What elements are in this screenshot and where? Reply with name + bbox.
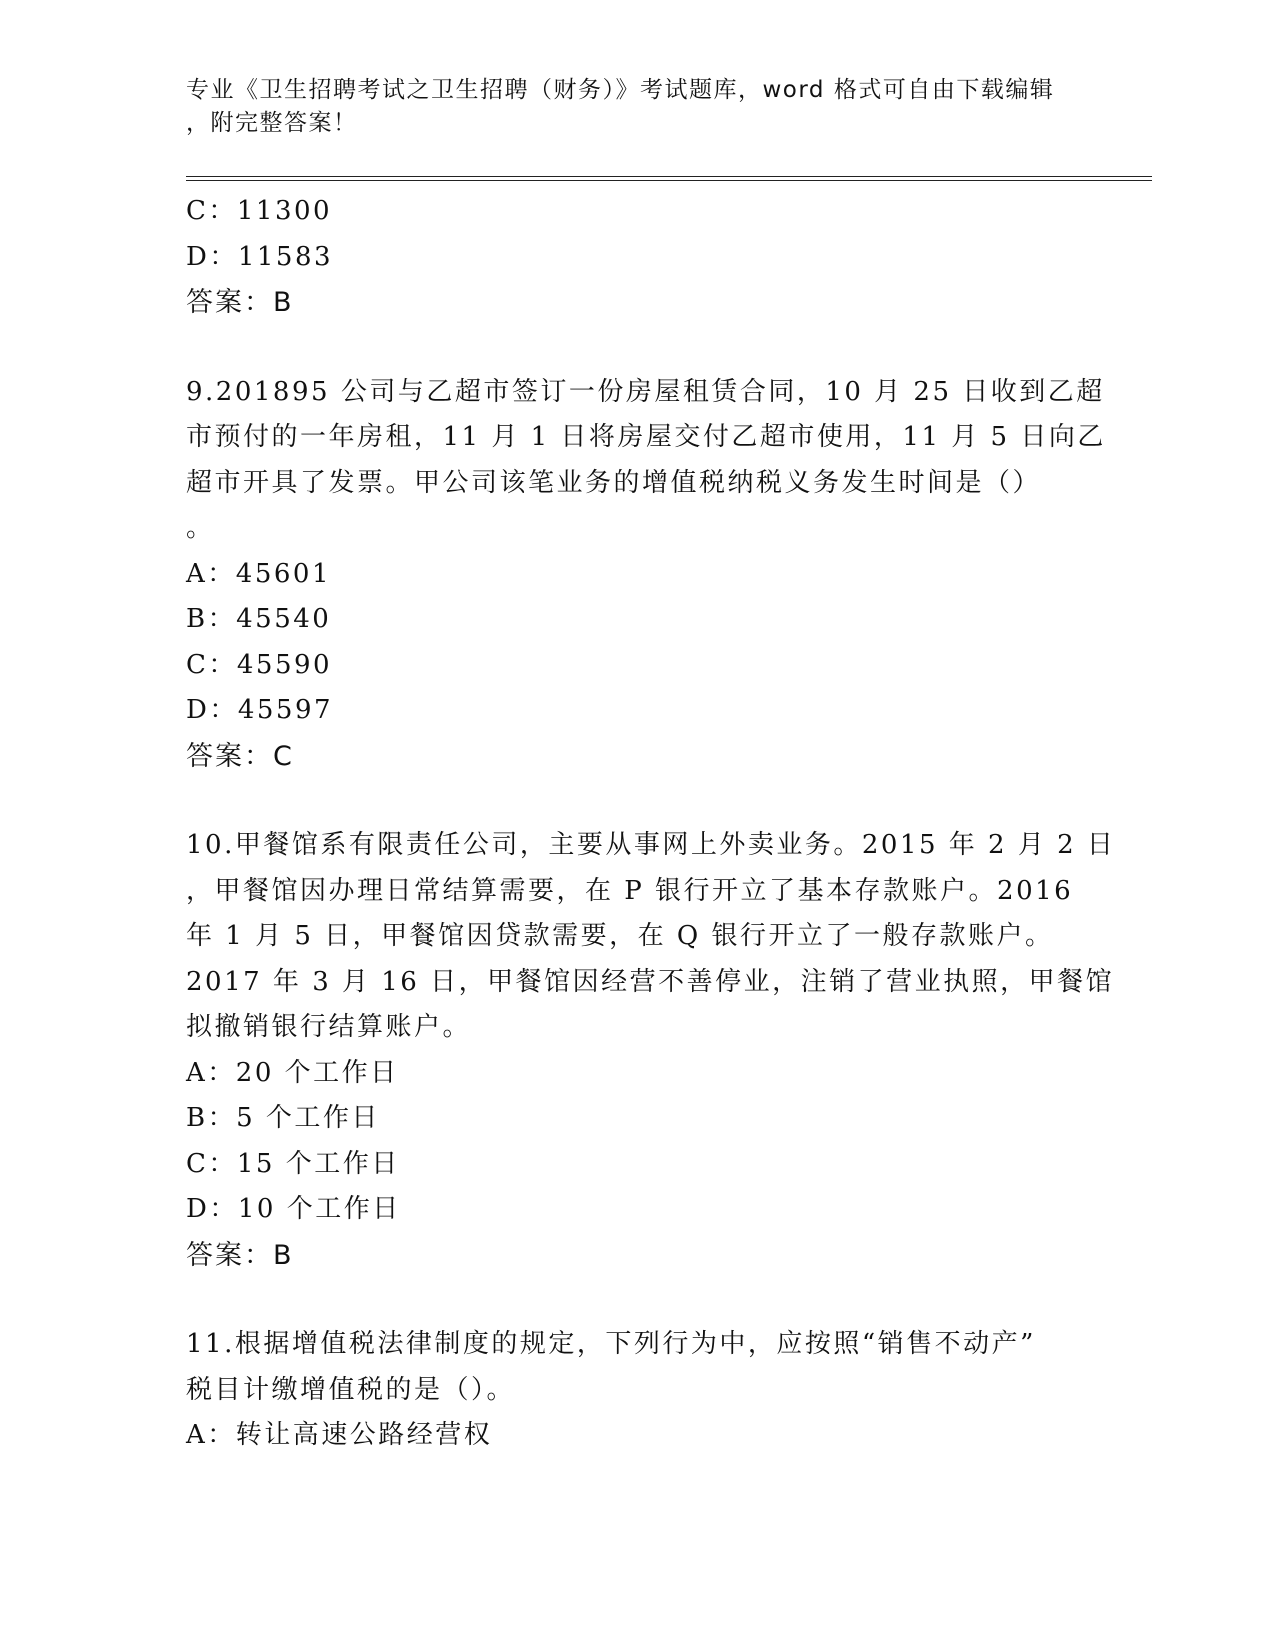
question-text-line: 年 1 月 5 日，甲餐馆因贷款需要，在 Q 银行开立了一般存款账户。 bbox=[186, 921, 1054, 951]
answer-line: 答案：C bbox=[186, 740, 294, 772]
option-c: C：45590 bbox=[186, 649, 333, 680]
previous-question-tail bbox=[186, 189, 1086, 326]
question-11 bbox=[186, 1322, 1086, 1459]
answer-line: 答案：B bbox=[186, 287, 294, 318]
option-d: D：10 个工作日 bbox=[186, 1194, 401, 1224]
question-text-line: 税目计缴增值税的是（）。 bbox=[186, 1374, 516, 1405]
question-text-line: 。 bbox=[186, 513, 215, 543]
option-b: B：5 个工作日 bbox=[186, 1103, 380, 1133]
option-a: A：20 个工作日 bbox=[186, 1057, 399, 1088]
question-9 bbox=[186, 370, 1106, 780]
question-text-line: 市预付的一年房租，11 月 1 日将房屋交付乙超市使用，11 月 5 日向乙 bbox=[186, 422, 1106, 452]
header-line-2: ，附完整答案！ bbox=[186, 110, 358, 136]
question-10 bbox=[186, 823, 1116, 1278]
question-text-line: 10.甲餐馆系有限责任公司，主要从事网上外卖业务。2015 年 2 月 2 日 bbox=[186, 830, 1116, 860]
question-text-line: 2017 年 3 月 16 日，甲餐馆因经营不善停业，注销了营业执照，甲餐馆 bbox=[186, 966, 1115, 997]
page-header bbox=[186, 74, 1066, 140]
question-text-line: ，甲餐馆因办理日常结算需要，在 P 银行开立了基本存款账户。2016 bbox=[186, 875, 1074, 906]
option-c: C：11300 bbox=[186, 196, 333, 226]
option-b: B：45540 bbox=[186, 604, 332, 634]
option-c: C：15 个工作日 bbox=[186, 1148, 400, 1179]
option-d: D：45597 bbox=[186, 695, 334, 725]
question-text-line: 超市开具了发票。甲公司该笔业务的增值税纳税义务发生时间是（） bbox=[186, 467, 1042, 498]
header-divider bbox=[186, 176, 1152, 181]
answer-line: 答案：B bbox=[186, 1239, 294, 1271]
question-text-line: 9.201895 公司与乙超市签订一份房屋租赁合同，10 月 25 日收到乙超 bbox=[186, 376, 1105, 407]
option-a: A：转让高速公路经营权 bbox=[186, 1420, 493, 1450]
option-a: A：45601 bbox=[186, 558, 331, 589]
option-d: D：11583 bbox=[186, 241, 334, 272]
header-line-1: 专业《卫生招聘考试之卫生招聘（财务）》考试题库，word 格式可自由下载编辑 bbox=[186, 77, 1055, 103]
question-text-line: 拟撤销银行结算账户。 bbox=[186, 1012, 472, 1042]
question-content bbox=[186, 189, 1116, 1459]
question-text-line: 11.根据增值税法律制度的规定，下列行为中，应按照“销售不动产” bbox=[186, 1329, 1036, 1359]
